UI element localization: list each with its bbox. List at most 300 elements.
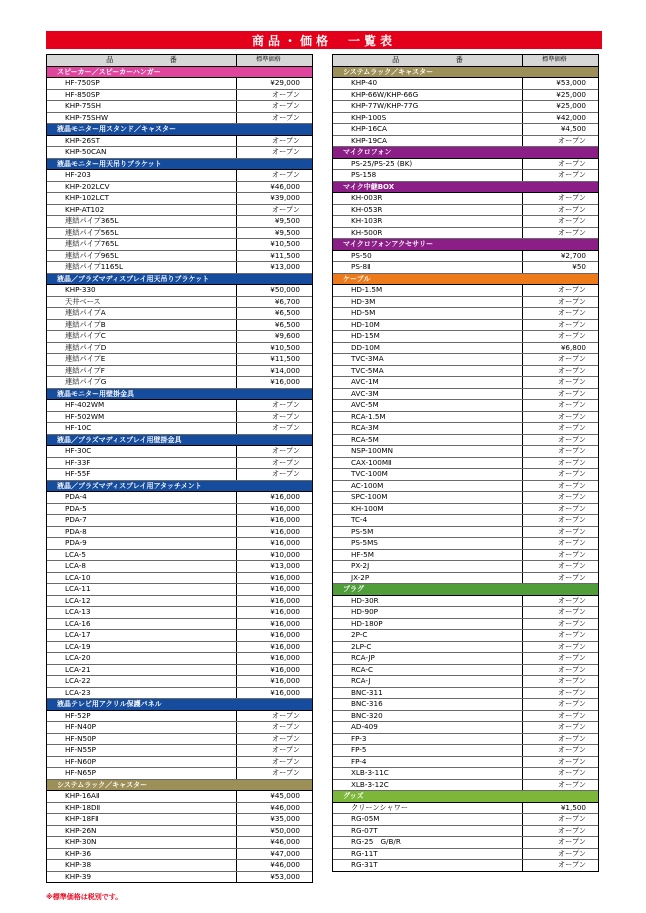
table-row <box>47 366 312 378</box>
table-row <box>333 262 598 274</box>
product-code: 連結パイプ765L <box>47 239 237 250</box>
table-row <box>47 377 312 389</box>
table-row <box>333 159 598 171</box>
product-code: KHP-AT102 <box>47 205 237 216</box>
product-code: LCA-22 <box>47 676 237 687</box>
product-code: HF-850SP <box>47 90 237 101</box>
product-price: ¥46,000 <box>270 802 300 812</box>
product-code: HF-203 <box>47 170 237 181</box>
product-price: オープン <box>271 457 300 467</box>
product-code: 連結パイプA <box>47 308 237 319</box>
product-price: ¥16,000 <box>270 618 300 628</box>
product-price: オープン <box>557 779 586 789</box>
product-code: KHP-26ST <box>47 136 237 147</box>
product-price: オープン <box>557 204 586 214</box>
table-row <box>47 147 312 159</box>
product-price: オープン <box>557 848 586 858</box>
table-row <box>47 619 312 631</box>
product-price: オープン <box>557 515 586 524</box>
product-code: TVC-3MA <box>333 354 523 365</box>
table-row <box>47 331 312 343</box>
product-price: オープン <box>557 538 586 547</box>
product-price: オープン <box>557 710 586 720</box>
table-row <box>47 550 312 562</box>
table-row <box>47 711 312 723</box>
product-code: 連結パイプB <box>47 320 237 331</box>
table-row <box>333 193 598 205</box>
product-price: ¥16,000 <box>270 607 300 616</box>
product-code: KHP-18FⅡ <box>47 814 237 825</box>
table-row <box>333 90 598 102</box>
header-name: 品 番 <box>47 55 237 66</box>
table-row <box>47 492 312 504</box>
table-row <box>47 136 312 148</box>
product-code: 連結パイプE <box>47 354 237 365</box>
table-row <box>47 849 312 861</box>
product-price: オープン <box>557 664 586 674</box>
table-row <box>47 285 312 297</box>
product-code: AC-100M <box>333 481 523 492</box>
product-price: ¥2,700 <box>560 250 586 260</box>
product-price: オープン <box>557 285 586 294</box>
category-header: グッズ <box>333 791 598 803</box>
product-code: HF-502WM <box>47 412 237 423</box>
product-price: ¥16,000 <box>270 584 300 593</box>
table-row <box>333 308 598 320</box>
product-price: ¥11,500 <box>270 354 300 363</box>
product-code: RCA-3M <box>333 423 523 434</box>
table-row <box>47 239 312 251</box>
product-price: オープン <box>557 446 586 455</box>
product-code: KHP-19CA <box>333 136 523 147</box>
product-price: オープン <box>557 733 586 743</box>
product-code: HD-180P <box>333 619 523 630</box>
product-code: LCA-13 <box>47 607 237 618</box>
table-row <box>333 492 598 504</box>
product-price: ¥4,500 <box>560 124 586 133</box>
product-price: オープン <box>557 135 586 145</box>
product-price: ¥16,000 <box>270 664 300 674</box>
product-price: ¥6,800 <box>560 342 586 352</box>
product-price: ¥47,000 <box>270 848 300 858</box>
product-price: ¥10,000 <box>270 549 300 559</box>
product-code: KHP-66W/KHP-66G <box>333 90 523 101</box>
product-price: オープン <box>271 170 300 179</box>
product-price: オープン <box>557 641 586 651</box>
product-code: RG-05M <box>333 814 523 825</box>
table-row <box>333 216 598 228</box>
table-row <box>47 423 312 435</box>
product-code: KHP-75SH <box>47 101 237 112</box>
product-code: KH-103R <box>333 216 523 227</box>
product-code: AD-409 <box>333 722 523 733</box>
table-row <box>47 538 312 550</box>
table-row <box>47 837 312 849</box>
table-row <box>333 446 598 458</box>
table-row <box>333 538 598 550</box>
table-row <box>333 837 598 849</box>
product-price: ¥16,000 <box>270 641 300 651</box>
product-price: オープン <box>557 354 586 363</box>
table-row <box>333 113 598 125</box>
left-table-body <box>47 67 312 883</box>
table-row <box>333 469 598 481</box>
table-row <box>333 481 598 493</box>
product-code: HF-52P <box>47 711 237 722</box>
product-price: ¥16,000 <box>270 538 300 547</box>
product-price: オープン <box>271 400 300 409</box>
table-row <box>47 216 312 228</box>
table-row <box>333 653 598 665</box>
table-row <box>47 676 312 688</box>
product-price: オープン <box>557 434 586 444</box>
product-code: KHP-50CAN <box>47 147 237 158</box>
product-price: オープン <box>557 469 586 478</box>
product-code: CAX-100MⅡ <box>333 458 523 469</box>
product-price: オープン <box>557 607 586 616</box>
table-row <box>47 665 312 677</box>
table-row <box>47 113 312 125</box>
table-row <box>333 688 598 700</box>
product-code: 連結パイプF <box>47 366 237 377</box>
table-row <box>47 504 312 516</box>
product-price: ¥6,700 <box>274 296 300 306</box>
product-price: ¥16,000 <box>270 503 300 513</box>
product-code: LCA-11 <box>47 584 237 595</box>
product-code: HF-N40P <box>47 722 237 733</box>
product-price: オープン <box>557 825 586 835</box>
table-row <box>333 561 598 573</box>
table-row <box>333 630 598 642</box>
table-row <box>47 182 312 194</box>
product-price: オープン <box>557 158 586 168</box>
product-price: ¥46,000 <box>270 837 300 846</box>
product-price: ¥35,000 <box>270 814 300 823</box>
product-code: TC-4 <box>333 515 523 526</box>
product-code: LCA-8 <box>47 561 237 572</box>
right-price-table <box>332 54 599 872</box>
product-code: HD-15M <box>333 331 523 342</box>
product-code: AVC-5M <box>333 400 523 411</box>
product-code: XLB-3-11C <box>333 768 523 779</box>
product-price: オープン <box>271 112 300 122</box>
product-price: ¥16,000 <box>270 515 300 524</box>
product-price: ¥50,000 <box>270 825 300 835</box>
table-row <box>333 596 598 608</box>
product-code: HF-402WM <box>47 400 237 411</box>
table-row <box>333 285 598 297</box>
category-header: プラグ <box>333 584 598 596</box>
table-row <box>333 757 598 769</box>
product-price: ¥9,500 <box>274 216 300 225</box>
table-header <box>47 55 312 67</box>
left-price-table <box>46 54 313 883</box>
product-code: KHP-330 <box>47 285 237 296</box>
product-price: オープン <box>271 446 300 455</box>
product-price: オープン <box>557 492 586 501</box>
product-price: ¥25,000 <box>556 101 586 110</box>
table-row <box>333 860 598 871</box>
product-price: オープン <box>557 227 586 237</box>
product-price: オープン <box>557 561 586 570</box>
product-code: LCA-23 <box>47 688 237 699</box>
product-code: HD-5M <box>333 308 523 319</box>
product-code: RCA-J <box>333 676 523 687</box>
product-price: ¥16,000 <box>270 595 300 605</box>
product-code: HF-N50P <box>47 734 237 745</box>
product-price: ¥16,000 <box>270 526 300 536</box>
product-price: オープン <box>557 423 586 432</box>
product-price: オープン <box>557 400 586 409</box>
table-row <box>333 251 598 263</box>
product-code: PDA-5 <box>47 504 237 515</box>
table-row <box>333 849 598 861</box>
product-code: TVC-5MA <box>333 366 523 377</box>
category-header: 液晶／プラズマディスプレイ用アタッチメント <box>47 481 312 493</box>
product-price: オープン <box>557 837 586 846</box>
table-row <box>333 780 598 792</box>
product-code: PS-158 <box>333 170 523 181</box>
table-row <box>333 768 598 780</box>
product-price: オープン <box>271 89 300 99</box>
product-code: KHP-16AⅡ <box>47 791 237 802</box>
product-price: ¥29,000 <box>270 78 300 87</box>
product-price: オープン <box>557 699 586 708</box>
product-price: ¥10,500 <box>270 342 300 352</box>
product-code: RG-11T <box>333 849 523 860</box>
table-row <box>333 665 598 677</box>
table-row <box>333 78 598 90</box>
product-code: DD-10M <box>333 343 523 354</box>
table-row <box>47 458 312 470</box>
product-price: オープン <box>557 722 586 731</box>
product-price: ¥16,000 <box>270 492 300 501</box>
table-row <box>47 757 312 769</box>
product-code: RCA-C <box>333 665 523 676</box>
table-row <box>333 515 598 527</box>
product-price: オープン <box>557 388 586 398</box>
product-code: 2P-C <box>333 630 523 641</box>
product-code: HD-10M <box>333 320 523 331</box>
product-code: KH-003R <box>333 193 523 204</box>
category-header: 液晶モニター用壁掛金具 <box>47 389 312 401</box>
table-row <box>47 607 312 619</box>
product-code: HF-N65P <box>47 768 237 779</box>
product-code: PDA-7 <box>47 515 237 526</box>
product-price: オープン <box>557 860 586 869</box>
product-price: オープン <box>557 572 586 582</box>
table-row <box>333 205 598 217</box>
product-code: KHP-16CA <box>333 124 523 135</box>
table-row <box>47 262 312 274</box>
table-row <box>333 377 598 389</box>
table-row <box>47 722 312 734</box>
product-price: ¥10,500 <box>270 239 300 248</box>
product-code: KH-500R <box>333 228 523 239</box>
product-code: LCA-10 <box>47 573 237 584</box>
product-price: オープン <box>557 331 586 340</box>
table-row <box>47 446 312 458</box>
product-code: HD-30R <box>333 596 523 607</box>
table-row <box>47 803 312 815</box>
product-price: オープン <box>557 549 586 559</box>
table-row <box>47 573 312 585</box>
product-code: NSP-100MN <box>333 446 523 457</box>
product-code: RG-31T <box>333 860 523 871</box>
product-price: ¥16,000 <box>270 630 300 639</box>
product-price: ¥6,500 <box>274 319 300 329</box>
product-price: オープン <box>557 296 586 306</box>
table-row <box>47 205 312 217</box>
product-price: ¥45,000 <box>270 791 300 800</box>
product-code: KHP-26N <box>47 826 237 837</box>
product-price: オープン <box>557 526 586 536</box>
table-row <box>333 722 598 734</box>
product-price: ¥11,500 <box>270 250 300 260</box>
product-code: HF-N55P <box>47 745 237 756</box>
product-price: オープン <box>557 676 586 685</box>
table-row <box>333 814 598 826</box>
product-code: PDA-9 <box>47 538 237 549</box>
product-code: 連結パイプ965L <box>47 251 237 262</box>
table-row <box>333 642 598 654</box>
product-price: ¥42,000 <box>556 112 586 122</box>
table-row <box>333 297 598 309</box>
product-code: KHP-39 <box>47 872 237 883</box>
product-code: HD-1.5M <box>333 285 523 296</box>
product-code: LCA-5 <box>47 550 237 561</box>
category-header: 液晶／プラズマディスプレイ用天吊りブラケット <box>47 274 312 286</box>
product-price: オープン <box>557 319 586 329</box>
product-code: HF-10C <box>47 423 237 434</box>
product-price: オープン <box>557 756 586 766</box>
product-code: 天井ベース <box>47 297 237 308</box>
product-code: LCA-17 <box>47 630 237 641</box>
product-code: AVC-3M <box>333 389 523 400</box>
product-price: ¥50,000 <box>270 285 300 294</box>
product-code: RCA-1.5M <box>333 412 523 423</box>
product-code: PDA-8 <box>47 527 237 538</box>
product-code: FP-3 <box>333 734 523 745</box>
product-price: ¥14,000 <box>270 365 300 375</box>
header-name: 品 番 <box>333 55 523 66</box>
table-row <box>47 193 312 205</box>
category-header: システムラック／キャスター <box>47 780 312 792</box>
table-row <box>47 412 312 424</box>
category-header: 液晶／プラズマディスプレイ用壁掛金具 <box>47 435 312 447</box>
table-row <box>333 343 598 355</box>
table-row <box>333 331 598 343</box>
product-price: オープン <box>271 101 300 110</box>
product-code: PX-2J <box>333 561 523 572</box>
table-row <box>47 354 312 366</box>
product-price: オープン <box>557 503 586 513</box>
product-code: PS-5M <box>333 527 523 538</box>
table-row <box>333 354 598 366</box>
category-header: 液晶テレビ用アクリル保護パネル <box>47 699 312 711</box>
product-price: オープン <box>271 768 300 777</box>
product-price: ¥50 <box>572 262 586 271</box>
table-row <box>333 734 598 746</box>
product-code: HF-N60P <box>47 757 237 768</box>
product-price: ¥9,600 <box>274 331 300 340</box>
table-row <box>333 699 598 711</box>
product-price: オープン <box>271 204 300 214</box>
product-price: オープン <box>271 710 300 720</box>
table-row <box>333 366 598 378</box>
product-price: ¥16,000 <box>270 676 300 685</box>
product-price: オープン <box>271 147 300 156</box>
product-price: オープン <box>271 756 300 766</box>
product-code: BNC-320 <box>333 711 523 722</box>
table-row <box>47 872 312 883</box>
product-code: HF-33F <box>47 458 237 469</box>
table-row <box>333 458 598 470</box>
product-code: HF-5M <box>333 550 523 561</box>
table-row <box>333 412 598 424</box>
table-row <box>333 228 598 240</box>
table-row <box>47 642 312 654</box>
product-price: ¥1,500 <box>560 802 586 812</box>
product-price: オープン <box>557 216 586 225</box>
product-price: ¥13,000 <box>270 262 300 271</box>
product-price: オープン <box>557 618 586 628</box>
product-code: KHP-38 <box>47 860 237 871</box>
product-code: HF-30C <box>47 446 237 457</box>
product-code: KHP-30N <box>47 837 237 848</box>
product-price: ¥46,000 <box>270 860 300 869</box>
table-row <box>333 527 598 539</box>
table-row <box>47 251 312 263</box>
product-price: オープン <box>557 480 586 490</box>
table-row <box>47 297 312 309</box>
table-row <box>333 423 598 435</box>
table-row <box>47 814 312 826</box>
product-price: オープン <box>557 377 586 386</box>
header-price: 標準価格 <box>256 56 281 63</box>
product-code: KHP-36 <box>47 849 237 860</box>
table-row <box>47 78 312 90</box>
product-price: オープン <box>557 814 586 823</box>
product-code: AVC-1M <box>333 377 523 388</box>
table-row <box>333 619 598 631</box>
product-price: ¥16,000 <box>270 377 300 386</box>
product-code: KHP-202LCV <box>47 182 237 193</box>
product-code: KHP-18DⅡ <box>47 803 237 814</box>
product-code: PDA-4 <box>47 492 237 503</box>
product-code: 連結パイプC <box>47 331 237 342</box>
table-row <box>333 435 598 447</box>
product-price: オープン <box>557 745 586 754</box>
product-code: KHP-75SHW <box>47 113 237 124</box>
table-row <box>333 320 598 332</box>
table-row <box>333 101 598 113</box>
table-row <box>47 90 312 102</box>
category-header: 液晶モニター用天吊りブラケット <box>47 159 312 171</box>
table-row <box>47 630 312 642</box>
product-price: オープン <box>557 411 586 421</box>
category-header: システムラック／キャスター <box>333 67 598 79</box>
product-price: ¥46,000 <box>270 181 300 191</box>
table-row <box>47 527 312 539</box>
product-code: クリーンシャワー <box>333 803 523 814</box>
table-row <box>47 400 312 412</box>
table-row <box>47 170 312 182</box>
table-row <box>47 791 312 803</box>
product-price: ¥9,500 <box>274 227 300 237</box>
table-row <box>333 803 598 815</box>
product-code: KHP-77W/KHP-77G <box>333 101 523 112</box>
